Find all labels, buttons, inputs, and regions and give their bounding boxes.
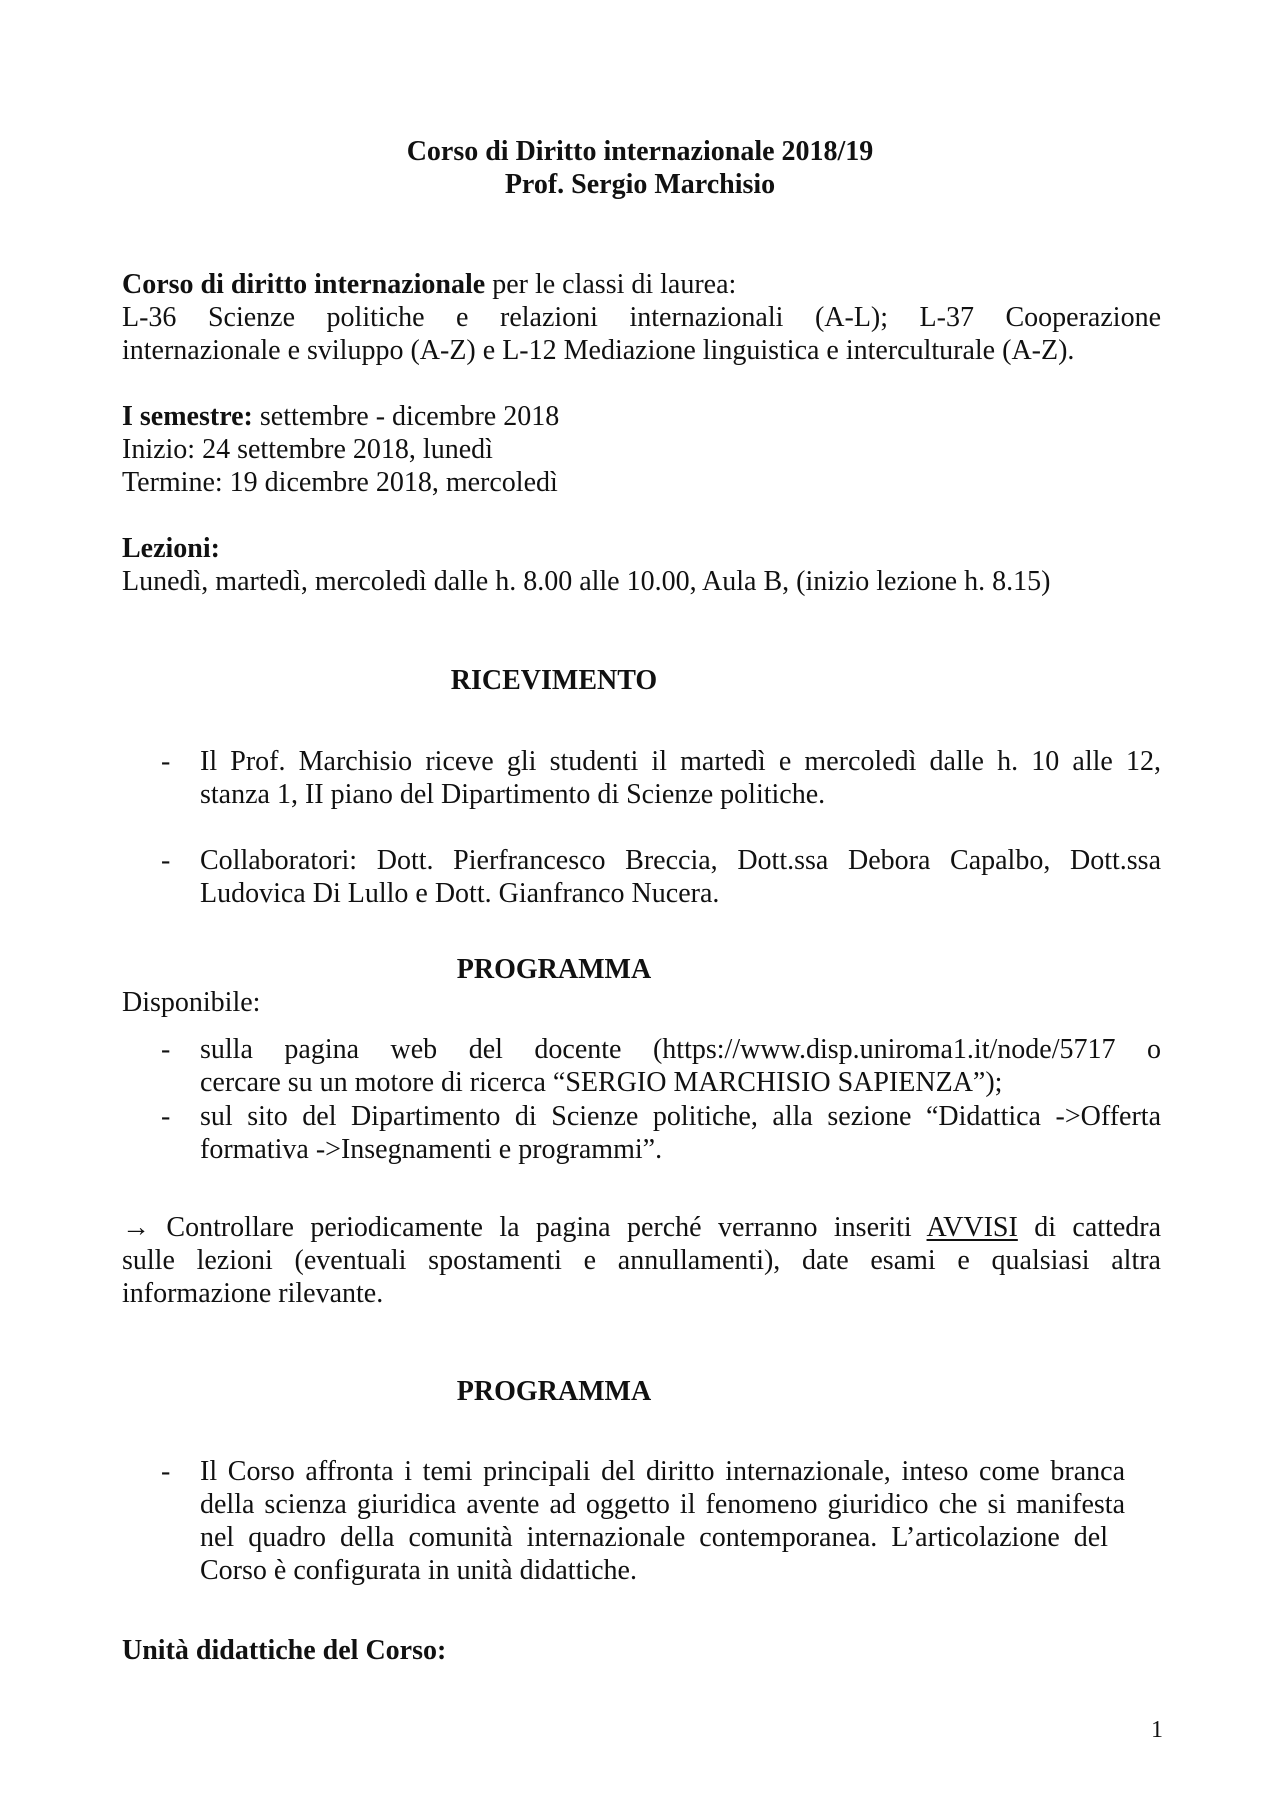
- bullet-dash: -: [161, 1101, 171, 1132]
- degree-classes-line: L-36 Scienze politiche e relazioni internazionali (A-L); L-37 Cooperazione: [122, 302, 1161, 333]
- lessons-schedule: Lunedì, martedì, mercoledì dalle h. 8.00 alle 10.00, Aula B, (inizio lezione h. 8.15): [122, 566, 1051, 597]
- semester-line: [122, 400, 1161, 433]
- course-label-rest: per le classi di laurea:: [485, 269, 737, 300]
- semester-label: I semestre:: [122, 401, 253, 432]
- syllabus-heading: PROGRAMMA: [456, 1376, 652, 1407]
- list-item-line: formativa ->Insegnamenti e programmi”.: [200, 1134, 663, 1165]
- list-item-line: nel quadro della comunità internazionale contemporanea. L’articolazione del: [200, 1522, 1108, 1553]
- notice-line: [122, 1211, 1161, 1244]
- notice-line: informazione rilevante.: [122, 1278, 384, 1309]
- syllabus-availability-heading: PROGRAMMA: [456, 954, 652, 985]
- units-heading: Unità didattiche del Corso:: [122, 1635, 447, 1666]
- list-item-line: Il Prof. Marchisio riceve gli studenti il martedì e mercoledì dalle h. 10 alle 12,: [200, 746, 1161, 777]
- bullet-dash: -: [161, 746, 171, 777]
- notice-text-end: di cattedra: [1017, 1212, 1161, 1243]
- availability-intro: Disponibile:: [122, 987, 261, 1018]
- arrow-right-icon: →: [122, 1212, 150, 1243]
- course-label: Corso di diritto internazionale: [122, 269, 486, 300]
- page-number: 1: [1151, 1717, 1163, 1743]
- list-item-line: stanza 1, II piano del Dipartimento di Scienze politiche.: [200, 779, 826, 810]
- list-item-line: Il Corso affronta i temi principali del diritto internazionale, inteso come branca: [200, 1456, 1125, 1487]
- notice-line: sulle lezioni (eventuali spostamenti e annullamenti), date esami e qualsiasi altra: [122, 1245, 1161, 1276]
- list-item-line: sul sito del Dipartimento di Scienze politiche, alla sezione “Didattica ->Offerta: [200, 1101, 1161, 1132]
- list-item-line: Collaboratori: Dott. Pierfrancesco Breccia, Dott.ssa Debora Capalbo, Dott.ssa: [200, 845, 1161, 876]
- list-item-line: sulla pagina web del docente (https://www.disp.uniroma1.it/node/5717 o: [200, 1034, 1161, 1065]
- list-item-line: Corso è configurata in unità didattiche.: [200, 1555, 637, 1586]
- course-intro-line: [122, 268, 1161, 301]
- professor-name: Prof. Sergio Marchisio: [504, 169, 776, 200]
- notice-text: Controllare periodicamente la pagina perché verranno inseriti: [150, 1212, 927, 1243]
- bullet-dash: -: [161, 845, 171, 876]
- semester-start: Inizio: 24 settembre 2018, lunedì: [122, 434, 493, 465]
- notice-highlight: AVVISI: [926, 1212, 1018, 1243]
- bullet-dash: -: [161, 1456, 171, 1487]
- semester-period: settembre - dicembre 2018: [252, 401, 560, 432]
- list-item-line: della scienza giuridica avente ad oggetto il fenomeno giuridico che si manifesta: [200, 1489, 1125, 1520]
- list-item-line: Ludovica Di Lullo e Dott. Gianfranco Nucera.: [200, 878, 720, 909]
- list-item-line: cercare su un motore di ricerca “SERGIO MARCHISIO SAPIENZA”);: [200, 1067, 1003, 1098]
- document-title: Corso di Diritto internazionale 2018/19: [406, 136, 874, 167]
- degree-classes-line: internazionale e sviluppo (A-Z) e L-12 Mediazione linguistica e interculturale (A-Z).: [122, 335, 1075, 366]
- bullet-dash: -: [161, 1034, 171, 1065]
- semester-end: Termine: 19 dicembre 2018, mercoledì: [122, 467, 558, 498]
- office-hours-heading: RICEVIMENTO: [450, 665, 658, 696]
- lessons-label: Lezioni:: [122, 533, 220, 564]
